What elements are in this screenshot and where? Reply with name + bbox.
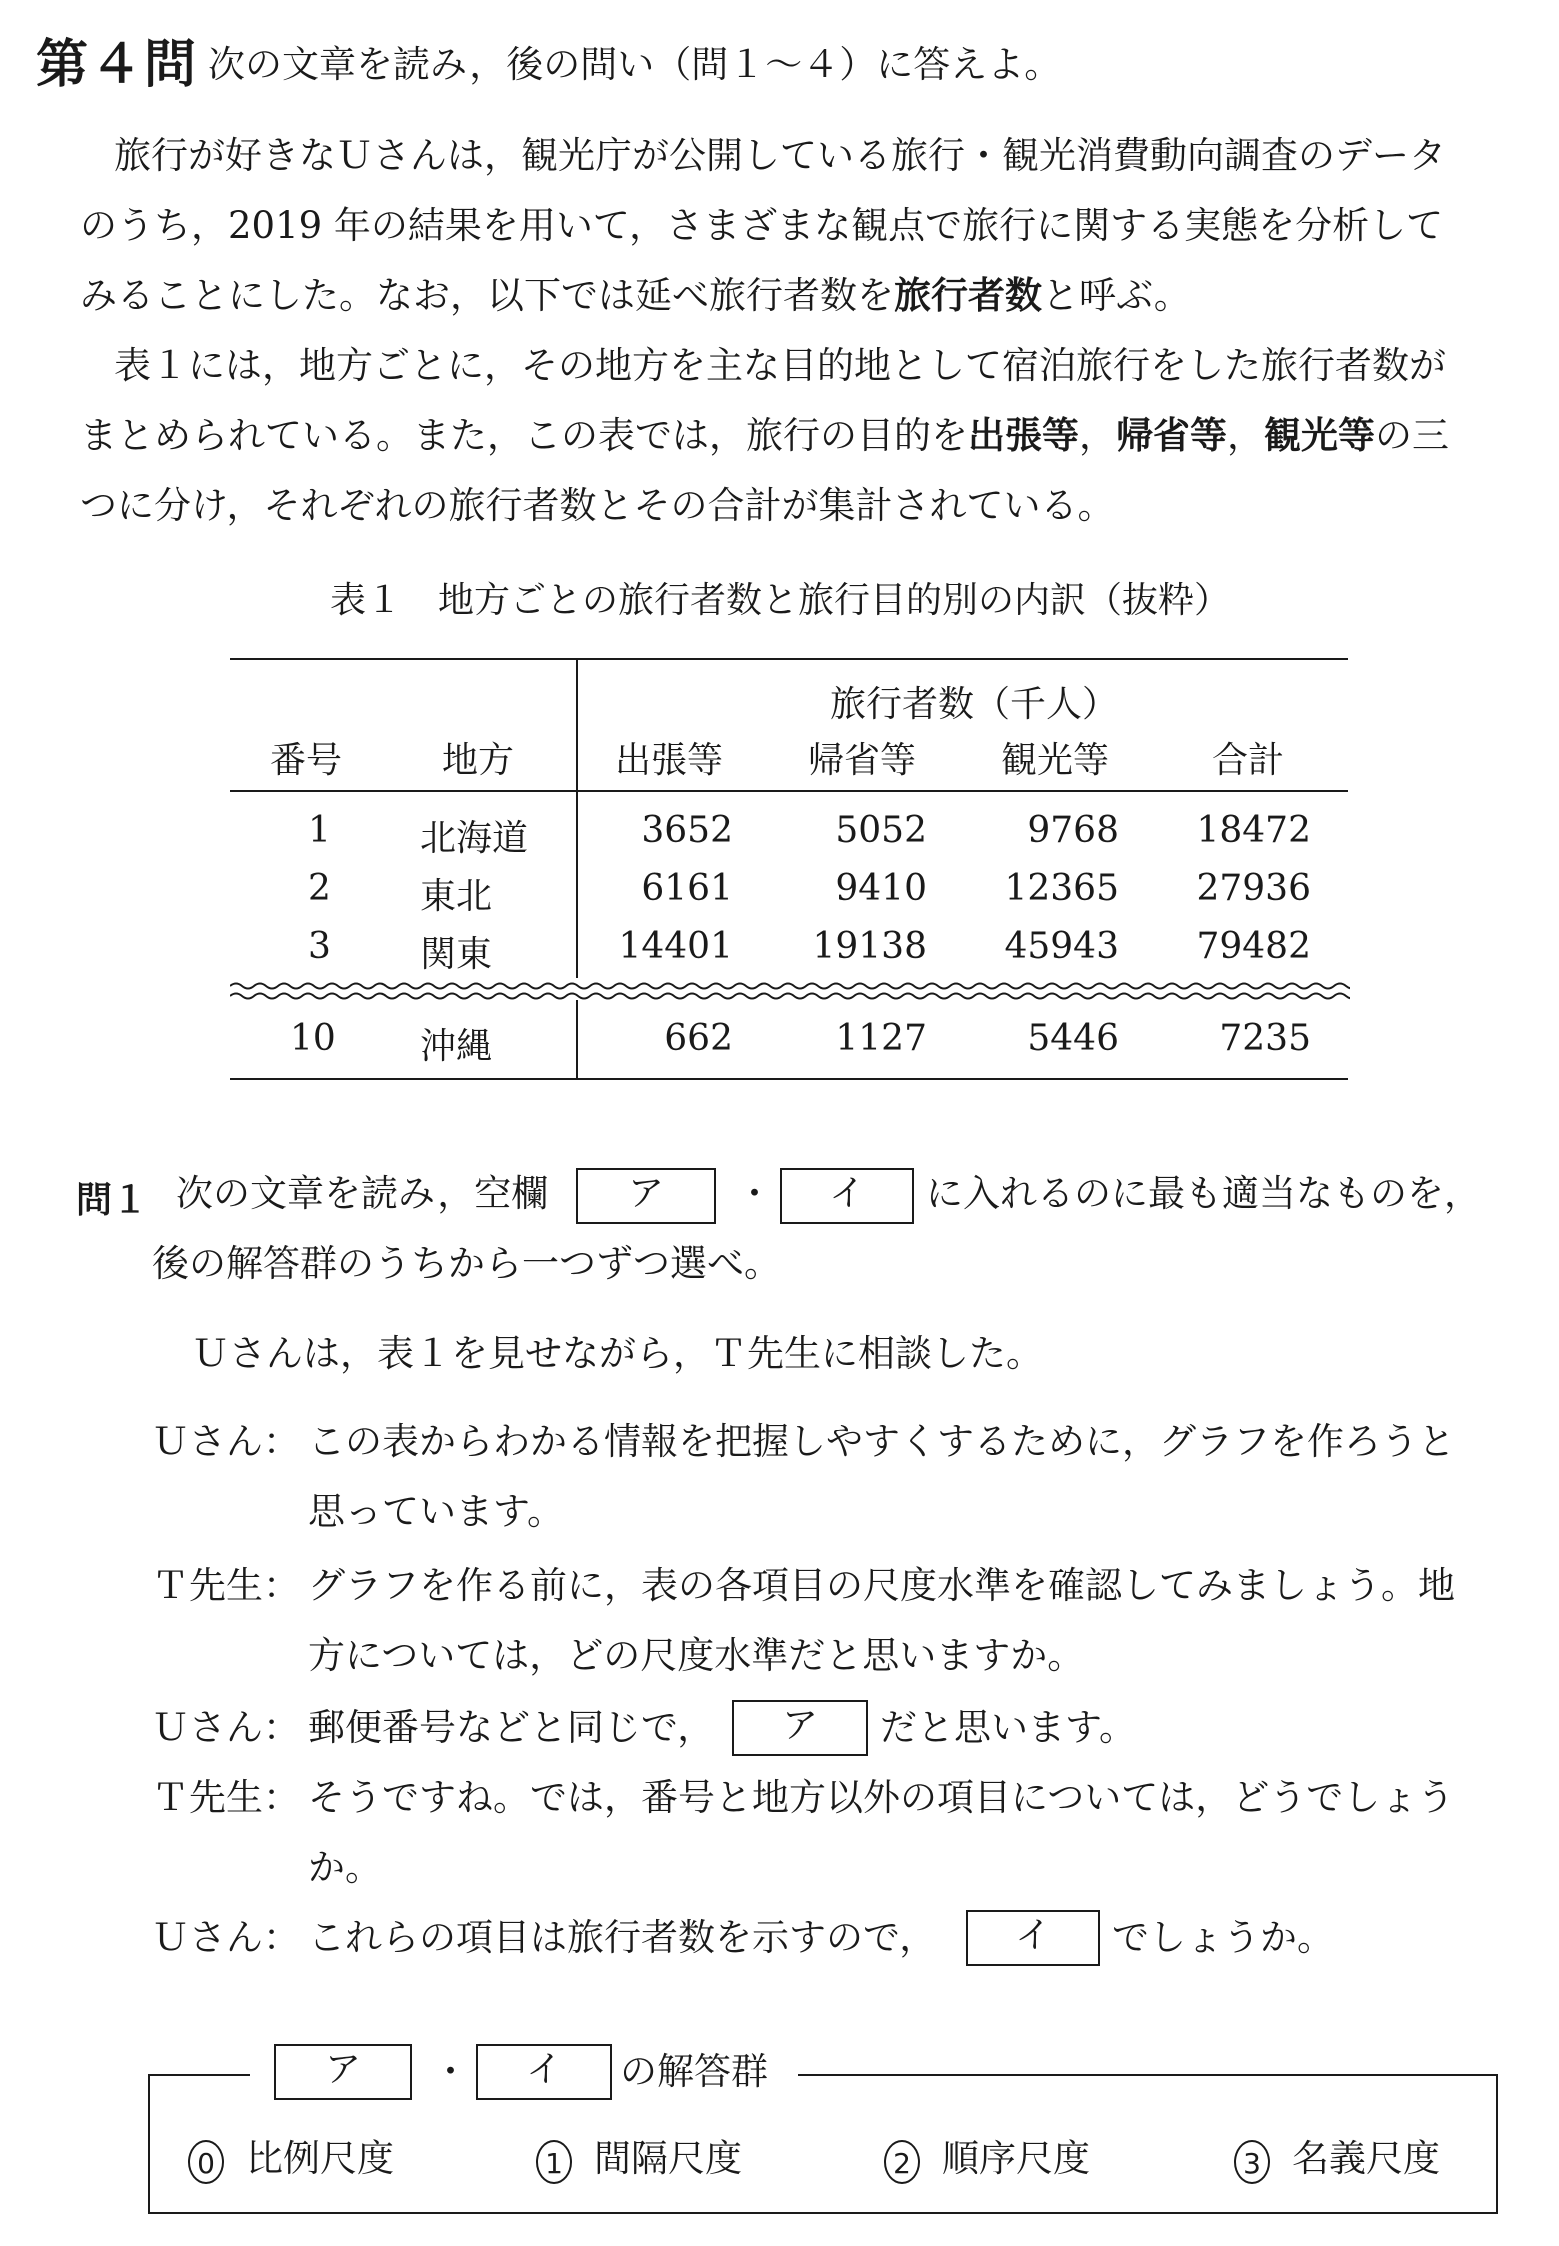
cell-business: 662: [664, 1018, 733, 1059]
cell-region: 沖縄: [420, 1026, 493, 1067]
option-text: 比例尺度: [246, 2137, 394, 2180]
answer-group-separator: ・: [432, 2050, 469, 2093]
q1-text-a: 次の文章を読み，空欄: [176, 1172, 549, 1215]
cell-sightseeing: 5446: [1027, 1018, 1119, 1059]
cell-homecoming: 9410: [835, 868, 927, 909]
table-top-rule: [230, 658, 1348, 660]
cell-business: 6161: [641, 868, 733, 909]
speaker-t: Ｔ先生：: [152, 1564, 300, 1607]
dialogue-line: だと思います。: [880, 1706, 1137, 1749]
cell-sightseeing: 12365: [1004, 868, 1119, 909]
term-travelers: 旅行者数: [894, 274, 1042, 317]
q1-line-2: 後の解答群のうちから一つずつ選べ。: [152, 1242, 781, 1285]
intro-line-4: 表１には，地方ごとに，その地方を主な目的地として宿泊旅行をした旅行者数が: [114, 344, 1446, 387]
q1-label: 問１: [76, 1180, 149, 1221]
table-divider-upper: [576, 658, 578, 978]
dialogue-line: グラフを作る前に，表の各項目の尺度水準を確認してみましょう。地: [308, 1564, 1455, 1607]
cell-total: 7235: [1219, 1018, 1311, 1059]
blank-i-box: イ: [780, 1168, 914, 1224]
cell-region: 東北: [420, 876, 493, 917]
intro-text: と呼ぶ。: [1042, 274, 1191, 317]
option-number-1: 1: [536, 2140, 572, 2184]
blank-a-box: ア: [274, 2044, 412, 2100]
dialogue-line: 方については，どの尺度水準だと思いますか。: [308, 1634, 1085, 1677]
q1-narration: Ｕさんは，表１を見せながら，Ｔ先生に相談した。: [192, 1332, 1043, 1375]
q1-text-b: に入れるのに最も適当なものを，: [926, 1172, 1481, 1215]
col-header-sightseeing: 観光等: [1001, 740, 1110, 781]
intro-text: みることにした。なお，以下では延べ旅行者数を: [80, 274, 894, 317]
blank-a-box: ア: [732, 1700, 868, 1756]
table-divider-lower: [576, 1000, 578, 1080]
intro-line-6: つに分け，それぞれの旅行者数とその合計が集計されている。: [80, 484, 1115, 527]
cell-region: 北海道: [420, 818, 529, 859]
dialogue-line: これらの項目は旅行者数を示すので，: [308, 1916, 937, 1959]
speaker-u: Ｕさん：: [152, 1706, 300, 1749]
answer-group-label: の解答群: [620, 2050, 768, 2093]
option-text: 順序尺度: [942, 2137, 1090, 2180]
q1-separator: ・: [736, 1172, 773, 1215]
option-1[interactable]: [536, 2128, 742, 2184]
col-header-number: 番号: [270, 740, 343, 781]
cell-sightseeing: 45943: [1004, 926, 1119, 967]
table-bottom-rule: [230, 1078, 1348, 1080]
question-instruction: 次の文章を読み，後の問い（問１～４）に答えよ。: [208, 43, 1062, 86]
col-header-business: 出張等: [615, 740, 724, 781]
speaker-u: Ｕさん：: [152, 1420, 300, 1463]
dialogue-line: でしょうか。: [1112, 1916, 1334, 1959]
cell-region: 関東: [420, 934, 493, 975]
dialogue-line: 郵便番号などと同じで，: [308, 1706, 715, 1749]
cell-homecoming: 19138: [812, 926, 927, 967]
intro-text: ，: [1079, 414, 1116, 457]
option-3[interactable]: [1234, 2128, 1440, 2184]
cell-business: 3652: [641, 810, 733, 851]
table-header-rule: [230, 790, 1348, 792]
option-2[interactable]: [884, 2128, 1090, 2184]
intro-text: の三: [1375, 414, 1449, 457]
dialogue-line: そうですね。では，番号と地方以外の項目については，どうでしょう: [308, 1776, 1455, 1819]
col-header-total: 合計: [1212, 740, 1285, 781]
cell-number: 1: [308, 810, 331, 851]
col-header-region: 地方: [442, 740, 515, 781]
term-homecoming: 帰省等: [1116, 414, 1227, 457]
cell-business: 14401: [618, 926, 733, 967]
blank-a-box: ア: [576, 1168, 716, 1224]
cell-number: 2: [308, 868, 331, 909]
cell-number: 10: [290, 1018, 336, 1059]
blank-i-box: イ: [966, 1910, 1100, 1966]
intro-text: ，: [1227, 414, 1264, 457]
cell-total: 18472: [1196, 810, 1311, 851]
option-text: 名義尺度: [1292, 2137, 1440, 2180]
intro-text: まとめられている。また，この表では，旅行の目的を: [80, 414, 968, 457]
question-number: 第４問: [36, 35, 199, 95]
table-omission-wave: [230, 978, 1350, 1004]
intro-line-2: のうち，2019 年の結果を用いて，さまざまな観点で旅行に関する実態を分析して: [80, 204, 1444, 247]
speaker-u: Ｕさん：: [152, 1916, 300, 1959]
col-header-homecoming: 帰省等: [808, 740, 917, 781]
intro-line-5: [80, 398, 1449, 474]
cell-total: 27936: [1196, 868, 1311, 909]
option-number-2: 2: [884, 2140, 920, 2184]
term-sightseeing: 観光等: [1264, 414, 1375, 457]
option-text: 間隔尺度: [594, 2137, 742, 2180]
blank-i-box: イ: [476, 2044, 612, 2100]
intro-line-1: 旅行が好きなＵさんは，観光庁が公開している旅行・観光消費動向調査のデータ: [114, 134, 1446, 177]
dialogue-line: 思っています。: [308, 1490, 565, 1533]
speaker-t: Ｔ先生：: [152, 1776, 300, 1819]
cell-homecoming: 5052: [835, 810, 927, 851]
term-business: 出張等: [968, 414, 1079, 457]
dialogue-line: この表からわかる情報を把握しやすくするために，グラフを作ろうと: [308, 1420, 1455, 1463]
table-group-header: 旅行者数（千人）: [830, 684, 1119, 725]
cell-total: 79482: [1196, 926, 1311, 967]
option-number-0: 0: [188, 2140, 224, 2184]
dialogue-line: か。: [308, 1846, 382, 1889]
intro-line-3: [80, 258, 1191, 334]
option-0[interactable]: [188, 2128, 394, 2184]
cell-sightseeing: 9768: [1027, 810, 1119, 851]
table-caption: 表１ 地方ごとの旅行者数と旅行目的別の内訳（抜粋）: [330, 580, 1231, 621]
cell-number: 3: [308, 926, 331, 967]
cell-homecoming: 1127: [835, 1018, 927, 1059]
option-number-3: 3: [1234, 2140, 1270, 2184]
